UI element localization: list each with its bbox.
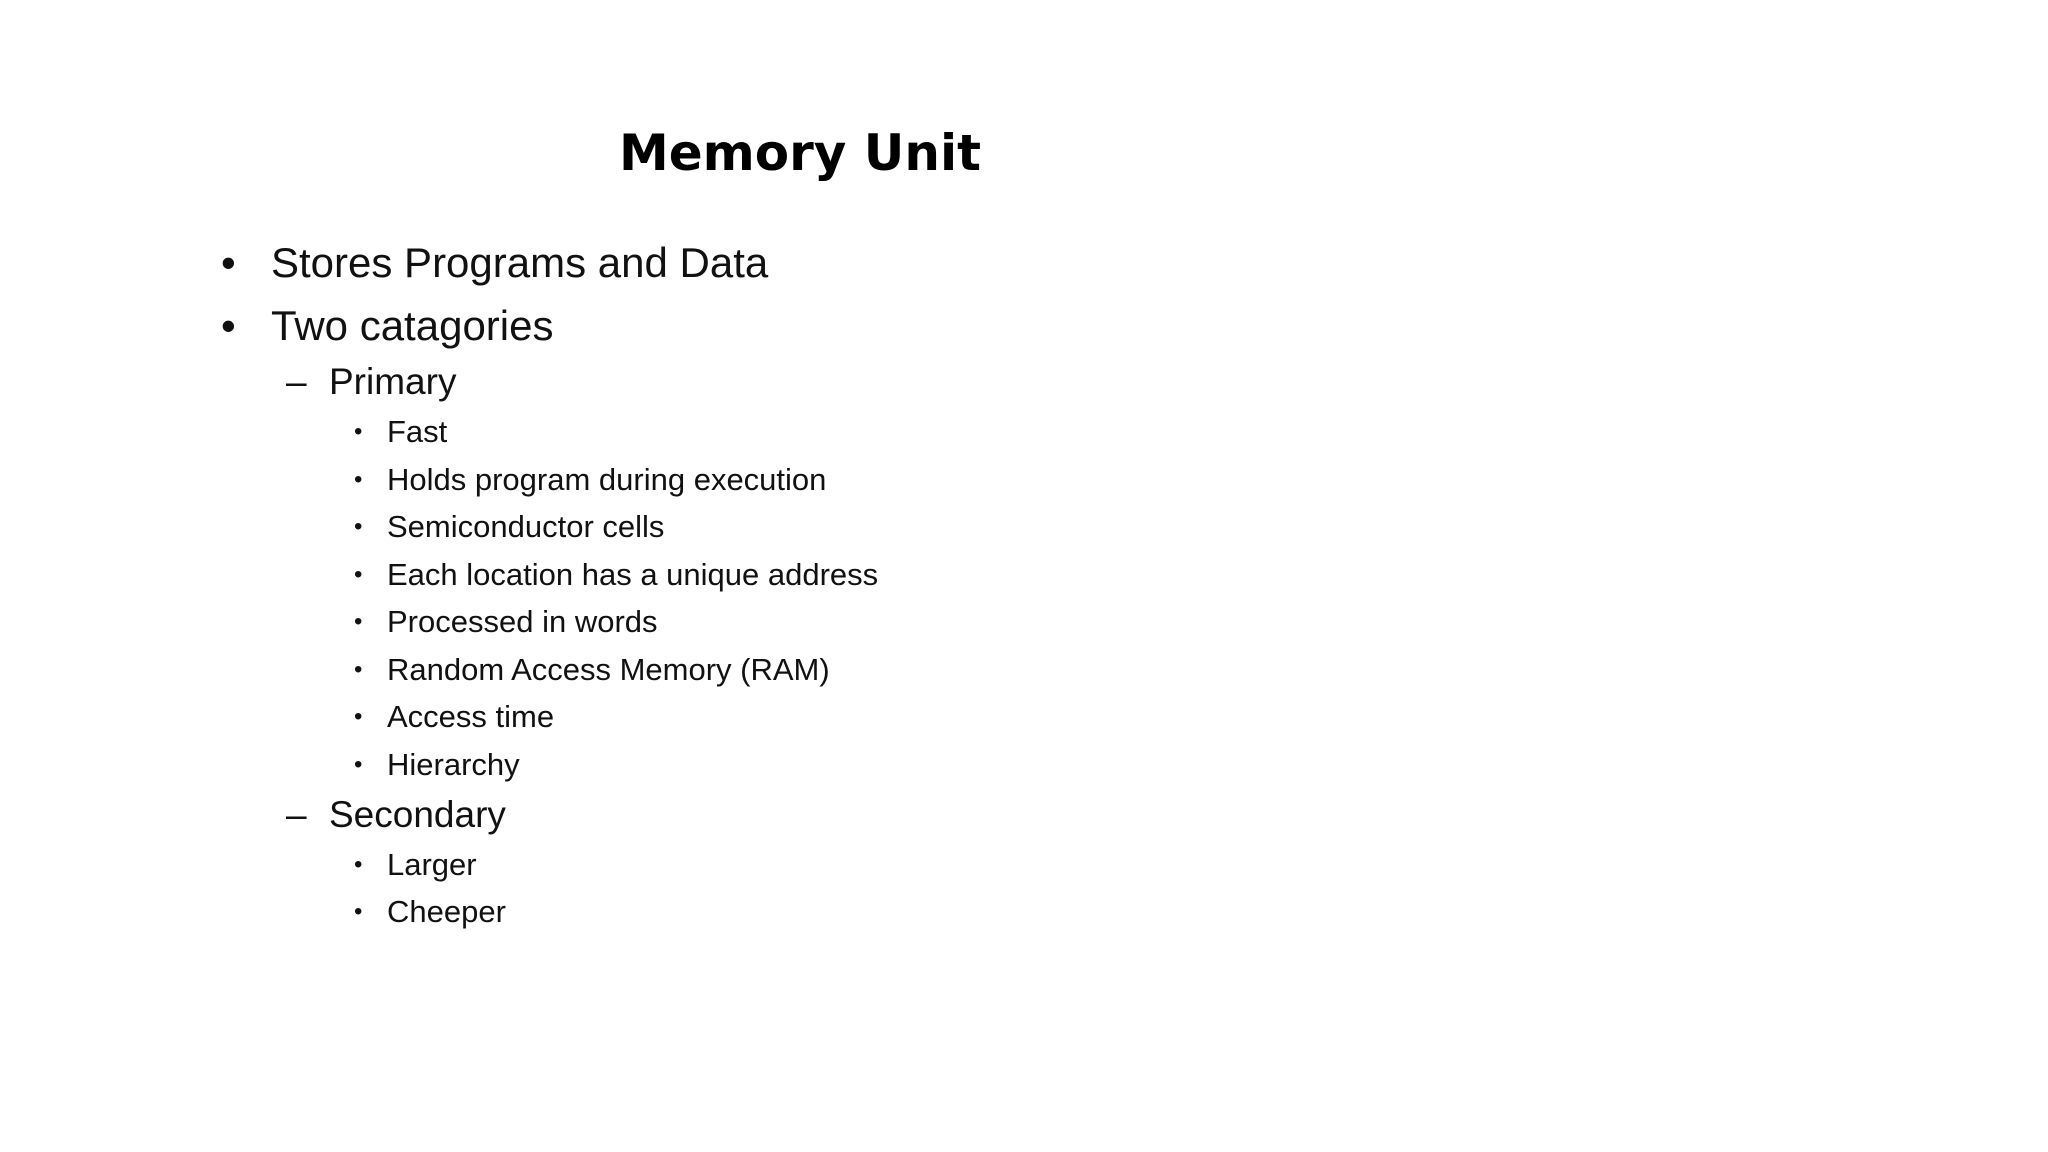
list-item [354, 650, 830, 690]
bullet-marker: • [221, 302, 236, 349]
list-item [354, 412, 448, 452]
list-item [354, 892, 506, 932]
list-item-text: Processed in words [387, 604, 658, 639]
slide-title: Memory Unit [618, 124, 981, 182]
bullet-marker: • [354, 466, 363, 493]
list-item-text: Access time [387, 699, 555, 734]
dash-marker: – [286, 361, 307, 402]
bullet-marker: • [354, 418, 363, 445]
list-item [354, 555, 879, 595]
bullet-marker: • [354, 898, 363, 925]
dash-marker: – [286, 794, 307, 835]
list-item-text: Cheeper [387, 894, 506, 929]
list-item [354, 845, 477, 885]
bullet-marker: • [354, 561, 363, 588]
list-item-text: Holds program during execution [387, 462, 827, 497]
sub-heading-text: Primary [329, 361, 457, 402]
list-item-text: Hierarchy [387, 747, 520, 782]
list-item-text: Semiconductor cells [387, 509, 665, 544]
bullet-item [221, 299, 554, 353]
bullet-marker: • [221, 239, 236, 286]
bullet-text: Two catagories [271, 302, 554, 349]
list-item-text: Each location has a unique address [387, 557, 879, 592]
list-item [354, 745, 520, 785]
bullet-marker: • [354, 608, 363, 635]
list-item [354, 697, 555, 737]
list-item [354, 602, 658, 642]
bullet-marker: • [354, 851, 363, 878]
bullet-marker: • [354, 656, 363, 683]
bullet-marker: • [354, 513, 363, 540]
bullet-marker: • [354, 751, 363, 778]
list-item [354, 460, 827, 500]
bullet-marker: • [354, 703, 363, 730]
sub-heading-text: Secondary [329, 794, 506, 835]
sub-heading-secondary [286, 791, 506, 839]
list-item-text: Fast [387, 414, 448, 449]
list-item-text: Larger [387, 847, 477, 882]
list-item-text: Random Access Memory (RAM) [387, 652, 830, 687]
list-item [354, 507, 665, 547]
bullet-text: Stores Programs and Data [271, 239, 769, 286]
bullet-item [221, 236, 769, 290]
sub-heading-primary [286, 358, 457, 406]
